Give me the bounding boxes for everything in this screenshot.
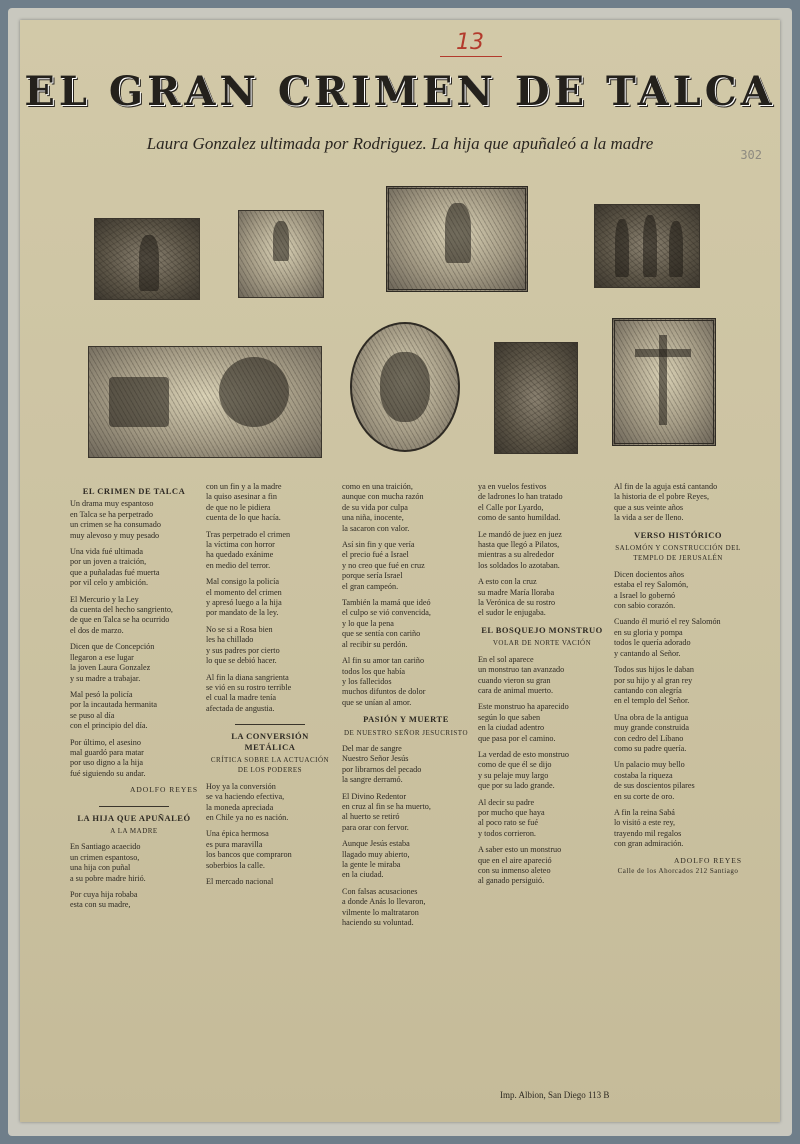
section-heading-hija: LA HIJA QUE APUÑALEÓ	[77, 812, 191, 823]
broadside-sheet	[20, 20, 780, 1122]
verse: A fin la reina Sabá lo visitó a este rey, trayendo mil regalos con gran admiración.	[614, 807, 684, 849]
section-heading-conversion: LA CONVERSIÓN METÁLICA	[231, 731, 309, 752]
verse: El mercado nacional	[206, 877, 274, 886]
verse: Un drama muy espantoso en Talca se ha perpetrado un crimen se ha consumado muy alevoso y muy pesado	[70, 499, 161, 540]
section-subheading: VOLAR DE NORTE VACIÓN	[492, 639, 592, 648]
verse: Así sin fin y que vería el precio fué a Israel y no creo que fué en cruz porque sería Israel el gran campeón.	[342, 540, 425, 591]
verse: Cuando él murió el rey Salomón en su gloria y pompa todos le quería adorado y cantando al Señor.	[614, 617, 721, 658]
verse: Por último, el asesino mal guardó para matar por uso digno a la hija fué siguiendo su andar.	[70, 737, 146, 778]
verse: Por cuya hija robaba esta con su madre,	[70, 890, 138, 910]
pencil-number: 13	[456, 30, 484, 55]
verse: Dicen docientos años estaba el rey Salomón, a Israel lo gobernó con sabio corazón.	[614, 569, 689, 611]
verse: Dicen que de Concepción llegaron a ese lugar la joven Laura Gonzalez y su madre a trabajar.	[70, 642, 155, 683]
stamp-number: 302	[740, 148, 762, 162]
verse: Del mar de sangre Nuestro Señor Jesús por librarnos del pecado la sangre derramó.	[342, 743, 422, 785]
verse: A saber esto un monstruo que en el aire apareció con su inmenso aleteo al ganado persiguió.	[478, 845, 562, 886]
page-title: EL GRAN CRIMEN DE TALCA	[24, 68, 776, 115]
verse: Al decir su padre por mucho que haya al poco rato se fué y todos corrieron.	[478, 797, 545, 838]
verse: Aunque Jesús estaba llagado muy abierto, la gente le miraba en la ciudad.	[342, 839, 410, 880]
verse: En Santiago acaecido un crimen espantoso, una hija con puñal a su pobre madre hirió.	[70, 842, 146, 883]
verse: La verdad de esto monstruo como de que él se dijo y su pelaje muy largo que por su lado grande.	[478, 749, 569, 791]
woodcut-seated-virgin	[386, 186, 528, 292]
column-5	[614, 482, 742, 882]
verse: Hoy ya la conversión se va haciendo efectiva, la moneda apreciada en Chile ya no es nación.	[206, 781, 289, 822]
section-heading-crimen-talca: EL CRIMEN DE TALCA	[82, 486, 186, 496]
verse: como en una traición, aunque con mucha razón de su vida por culpa una niña, inocente, la sacaron con valor.	[342, 482, 424, 533]
verse: También la mamá que ideó el culpo se vió convencida, y lo que la pena que se sentía con cariño al recibir su perdón.	[342, 598, 431, 649]
verse: Le mandó de juez en juez hasta que llegó a Pilatos, mientras a su alrededor los soldados lo azotaban.	[478, 529, 562, 570]
author-signature: ADOLFO REYES	[673, 855, 742, 865]
woodcut-procession	[594, 204, 700, 288]
woodcut-crime-scene	[94, 218, 200, 300]
verse: A esto con la cruz su madre María lloraba la Verónica de su rostro el sudor le enjugaba.	[478, 577, 556, 618]
woodcut-garden	[494, 342, 578, 454]
verse: Con falsas acusaciones a donde Anás lo llevaron, vilmente lo maltrataron haciendo su voluntad.	[342, 886, 426, 928]
column-3	[342, 482, 470, 934]
verse: Este monstruo ha aparecido según lo que saben en la ciudad adentro que pasa por el camino.	[478, 702, 569, 743]
author-signature: ADOLFO REYES	[129, 785, 198, 795]
woodcut-crucifixion	[612, 318, 716, 446]
verse: Mal consigo la policía el momento del crimen y apresó luego a la hija por mandato de la ley.	[206, 577, 282, 618]
column-1	[70, 482, 198, 917]
section-divider	[99, 806, 169, 807]
verse: Al fin de la aguja está cantando la historia de el pobre Reyes, que a sus veinte años la vida a ser de lleno.	[614, 482, 718, 523]
verse: Una épica hermosa es pura maravilla los bancos que compraron soberbios la calle.	[206, 829, 292, 870]
printer-imprint: Imp. Albion, San Diego 113 B	[500, 1090, 610, 1100]
woodcut-landscape	[88, 346, 322, 458]
column-2	[206, 482, 334, 893]
verse: En el sol aparece un monstruo tan avanzado cuando vieron su gran cara de animal muerto.	[478, 654, 565, 695]
verse: Una obra de la antigua muy grande construida con cedro del Líbano como su padre quería.	[614, 712, 690, 753]
verse: Mal pesó la policía por la incautada hermanita se puso al día con el principio del día.	[70, 689, 158, 731]
woodcut-christ-thorns	[350, 322, 460, 452]
verse: El Divino Redentor en cruz al fin se ha muerto, al huerto se retiró para orar con fervor.	[342, 791, 431, 832]
section-subheading: CRÍTICA SOBRE LA ACTUACIÓN DE LOS PODERES	[210, 755, 330, 775]
section-divider	[235, 724, 305, 725]
verse: Al fin su amor tan cariño todos los que había y los fallecidos muchos difuntos de dolor que se unían al amor.	[342, 656, 426, 707]
verse: Todos sus hijos le daban por su hijo y al gran rey cantando con alegría en el templo del Señor.	[614, 665, 694, 706]
woodcut-ascension	[238, 210, 324, 298]
page-subtitle: Laura Gonzalez ultimada por Rodriguez. La hija que apuñaleó a la madre	[146, 134, 654, 153]
section-heading-verso-historico: VERSO HISTÓRICO	[633, 529, 723, 540]
verse: No se si a Rosa bien les ha chillado y sus padres por cierto lo que se debió hacer.	[206, 624, 280, 666]
section-subheading: DE NUESTRO SEÑOR JESUCRISTO	[343, 728, 469, 737]
section-heading-pasion: PASIÓN Y MUERTE	[363, 714, 449, 725]
column-4	[478, 482, 606, 893]
verse: Una vida fué ultimada por un joven a traición, que a puñaladas fué muerta por vil celo y ambición.	[70, 547, 160, 588]
verse: El Mercurio y la Ley da cuenta del hecho sangriento, de que en Talca se ha ocurrido el dos de marzo.	[70, 594, 173, 635]
section-subheading: A LA MADRE	[110, 826, 158, 835]
pencil-underline	[440, 56, 502, 57]
publisher-address: Calle de los Ahorcados 212 Santiago	[617, 867, 739, 875]
verse: Al fin la diana sangrienta se vió en su rostro terrible el cual la madre tenía afectada de angustia.	[206, 672, 292, 713]
section-heading-monstruo: EL BOSQUEJO MONSTRUO	[481, 624, 603, 635]
verse: con un fin y a la madre la quiso asesinar a fin de que no le pidiera cuenta de lo que hacía.	[206, 482, 282, 523]
verse: ya en vuelos festivos de ladrones lo han tratado el Calle por Lyardo, como de santo humildad.	[478, 482, 563, 523]
verse: Tras perpetrado el crimen la víctima con horror ha quedado exánime en medio del terror.	[206, 529, 291, 570]
section-subheading: SALOMÓN Y CONSTRUCCIÓN DEL TEMPLO DE JERUSALÉN	[615, 544, 741, 563]
verse: Un palacio muy bello costaba la riqueza de sus doscientos pilares en su corte de oro.	[614, 760, 695, 801]
